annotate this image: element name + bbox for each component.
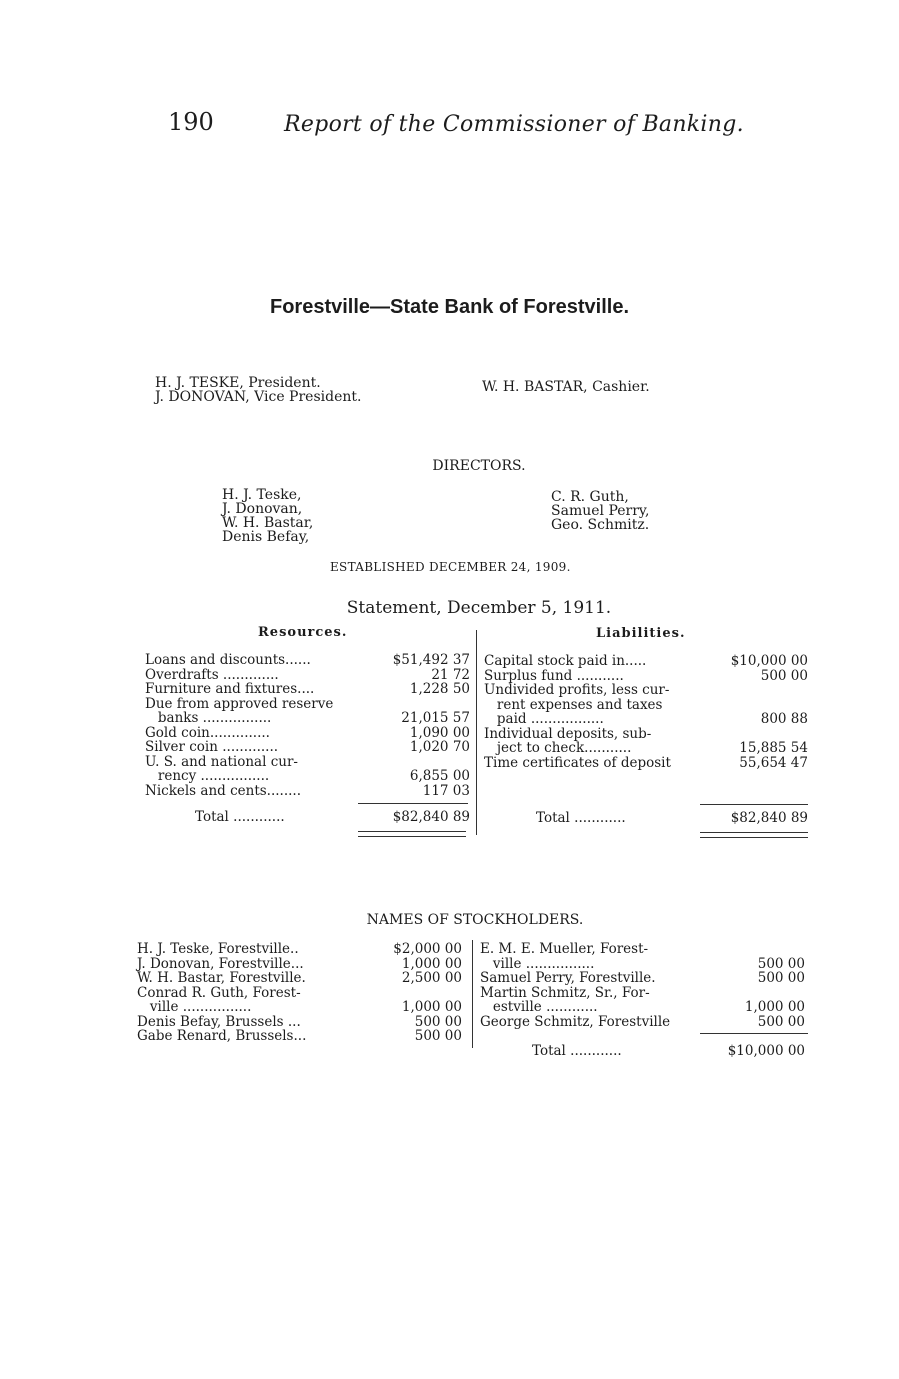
total-amount: $82,840 89 <box>392 809 470 825</box>
stockholder-name: ville ................ <box>480 955 595 972</box>
row-label: Silver coin ............. <box>145 739 279 755</box>
officer-vice-president: J. DONOVAN, Vice President. <box>155 389 362 405</box>
row-label: Surplus fund ........... <box>484 667 624 684</box>
total-amount: $10,000 00 <box>727 1043 805 1059</box>
officer-cashier: W. H. BASTAR, Cashier. <box>482 379 650 395</box>
stockholder-name: Gabe Renard, Brussels... <box>137 1028 307 1044</box>
directors-left <box>222 488 313 544</box>
officers-left <box>155 376 361 404</box>
row-label: paid ................. <box>484 711 604 727</box>
table-row <box>145 755 475 770</box>
stockholders-divider <box>472 940 473 1048</box>
total-label: Total ............ <box>536 810 626 826</box>
directors-heading: DIRECTORS. <box>432 458 526 474</box>
total-amount: $82,840 89 <box>730 810 808 826</box>
table-row <box>484 683 814 698</box>
total-label: Total ............ <box>195 809 285 825</box>
stockholder-name: estville ............ <box>480 999 598 1015</box>
statement-divider <box>476 630 477 835</box>
running-title: Report of the Commissioner of Banking. <box>284 112 744 137</box>
director-name: W. H. Bastar, <box>222 515 314 531</box>
resources-table <box>145 653 475 798</box>
stockholder-amount: 500 00 <box>414 1028 462 1044</box>
table-row <box>145 682 475 697</box>
list-item <box>137 1029 467 1044</box>
list-item <box>137 957 467 972</box>
row-amount: 1,090 00 <box>409 724 470 741</box>
stockholder-amount: $2,000 00 <box>393 941 462 957</box>
row-label: rent expenses and taxes <box>484 696 663 713</box>
table-row <box>145 769 475 784</box>
stockholders-right <box>480 942 810 1029</box>
table-row <box>145 697 475 712</box>
table-row <box>484 712 814 727</box>
row-amount: 15,885 54 <box>739 740 808 756</box>
stockholders-total-rule <box>700 1033 808 1034</box>
stockholder-amount: 500 00 <box>757 1013 805 1030</box>
list-item <box>137 986 467 1001</box>
stockholder-name: ville ................ <box>137 999 252 1015</box>
list-item <box>137 971 467 986</box>
row-amount: 1,228 50 <box>409 681 470 697</box>
list-item <box>480 957 810 972</box>
table-row <box>145 784 475 799</box>
row-amount: 21 72 <box>431 666 470 683</box>
row-label: banks ................ <box>145 710 272 726</box>
row-label: Furniture and fixtures.... <box>145 681 315 697</box>
list-item <box>137 1000 467 1015</box>
row-label: Time certificates of deposit <box>484 754 671 771</box>
director-name: Denis Befay, <box>222 529 310 545</box>
row-amount: 21,015 57 <box>401 710 470 726</box>
stockholder-name: H. J. Teske, Forestville.. <box>137 941 299 957</box>
stockholder-name: Conrad R. Guth, Forest- <box>137 984 301 1001</box>
row-amount: 6,855 00 <box>409 768 470 784</box>
liabilities-table <box>484 654 814 770</box>
list-item <box>480 971 810 986</box>
stockholder-name: Martin Schmitz, Sr., For- <box>480 984 650 1001</box>
table-row <box>145 726 475 741</box>
row-label: Overdrafts ............. <box>145 666 279 683</box>
table-row <box>484 756 814 771</box>
table-row <box>484 741 814 756</box>
stockholders-heading: NAMES OF STOCKHOLDERS. <box>366 912 584 928</box>
list-item <box>480 1000 810 1015</box>
row-label: U. S. and national cur- <box>145 753 298 770</box>
list-item <box>137 1015 467 1030</box>
statement-heading: Statement, December 5, 1911. <box>346 598 612 618</box>
row-label: Individual deposits, sub- <box>484 725 652 742</box>
table-row <box>145 711 475 726</box>
officer-president: H. J. TESKE, President. <box>155 375 321 391</box>
row-amount: 800 88 <box>760 711 808 727</box>
bank-title: Forestville—State Bank of Forestville. <box>270 296 629 318</box>
stockholder-name: Samuel Perry, Forestville. <box>480 970 656 986</box>
row-label: ject to check........... <box>484 740 632 756</box>
table-row <box>484 669 814 684</box>
row-label: Capital stock paid in..... <box>484 653 647 669</box>
resources-double-rule <box>358 831 466 837</box>
table-row <box>484 727 814 742</box>
row-label: Loans and discounts...... <box>145 652 311 668</box>
table-row <box>145 740 475 755</box>
stockholder-name: W. H. Bastar, Forestville. <box>137 970 306 986</box>
stockholder-name: George Schmitz, Forestville <box>480 1013 671 1030</box>
row-amount: 500 00 <box>760 667 808 684</box>
liabilities-total-rule <box>700 804 808 805</box>
row-label: Due from approved reserve <box>145 695 334 712</box>
stockholder-amount: 1,000 00 <box>401 955 462 972</box>
row-label: Nickels and cents........ <box>145 782 302 799</box>
row-label: rency ................ <box>145 768 270 784</box>
stockholder-amount: 1,000 00 <box>401 999 462 1015</box>
liabilities-total-row <box>484 811 814 826</box>
stockholder-amount: 500 00 <box>414 1013 462 1030</box>
list-item <box>137 942 467 957</box>
director-name: J. Donovan, <box>222 501 303 517</box>
total-label: Total ............ <box>532 1043 622 1059</box>
stockholder-amount: 2,500 00 <box>401 970 462 986</box>
liabilities-heading: Liabilities. <box>596 626 686 641</box>
stockholder-amount: 500 00 <box>757 970 805 986</box>
table-row <box>484 698 814 713</box>
row-amount: $51,492 37 <box>392 652 470 668</box>
liabilities-double-rule <box>700 832 808 838</box>
resources-heading: Resources. <box>258 625 348 640</box>
table-row <box>145 653 475 668</box>
row-amount: $10,000 00 <box>730 653 808 669</box>
list-item <box>480 942 810 957</box>
director-name: Geo. Schmitz. <box>551 517 650 533</box>
stockholder-name: J. Donovan, Forestville... <box>137 955 304 972</box>
resources-total-row <box>145 810 475 825</box>
resources-total-rule <box>358 803 468 804</box>
row-amount: 55,654 47 <box>739 754 808 771</box>
row-amount: 117 03 <box>422 782 470 799</box>
row-label: Gold coin.............. <box>145 724 270 741</box>
stockholder-name: E. M. E. Mueller, Forest- <box>480 941 649 957</box>
established-date: ESTABLISHED DECEMBER 24, 1909. <box>330 560 571 574</box>
stockholders-total-row <box>480 1044 810 1059</box>
director-name: Samuel Perry, <box>551 503 650 519</box>
director-name: C. R. Guth, <box>551 489 629 505</box>
list-item <box>480 1015 810 1030</box>
table-row <box>484 654 814 669</box>
stockholders-left <box>137 942 467 1044</box>
director-name: H. J. Teske, <box>222 487 302 503</box>
stockholder-amount: 1,000 00 <box>744 999 805 1015</box>
list-item <box>480 986 810 1001</box>
stockholder-name: Denis Befay, Brussels ... <box>137 1013 301 1030</box>
table-row <box>145 668 475 683</box>
directors-right <box>551 490 649 532</box>
row-label: Undivided profits, less cur- <box>484 682 670 698</box>
stockholder-amount: 500 00 <box>757 955 805 972</box>
page-number: 190 <box>168 108 214 136</box>
row-amount: 1,020 70 <box>409 739 470 755</box>
